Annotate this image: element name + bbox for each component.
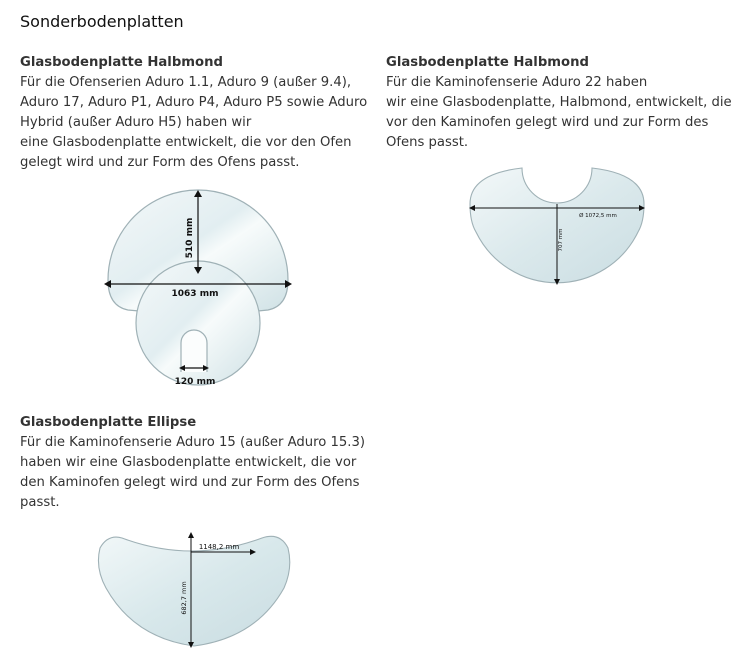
- dim-notch-label: 120 mm: [174, 377, 216, 387]
- section-text: Für die Kaminofenserie Aduro 22 haben wir eine Glasbodenplatte, Halbmond, entwickelt, die vor den Kaminofen gelegt wird und zur Form des Ofens passt.: [386, 75, 732, 150]
- dim-width-label: Ø 1072,5 mm: [579, 213, 617, 219]
- halbmond-22-drawing: [466, 160, 646, 290]
- ellipse-plate-drawing: [94, 528, 294, 652]
- section-text: Für die Ofenserien Aduro 1.1, Aduro 9 (außer 9.4), Aduro 17, Aduro P1, Aduro P4, Aduro P5 sowie Aduro Hybrid (außer Aduro H5) haben wir eine Glasbodenplatte entwickelt, die vor den Ofen gelegt wird und zur Form des Ofens passt.: [20, 75, 368, 170]
- dim-width-label: 1148,2 mm: [198, 543, 240, 551]
- dim-height-label: 707 mm: [558, 228, 564, 252]
- page-title: Sonderbodenplatten: [20, 12, 184, 31]
- section-text: Für die Kaminofenserie Aduro 15 (außer Aduro 15.3) haben wir eine Glasbodenplatte entwickelt, die vor den Kaminofen gelegt wird und zur Form des Ofens passt.: [20, 435, 366, 510]
- ellipse-glass-shape: [98, 536, 289, 646]
- dim-height-label: 682,7 mm: [180, 581, 188, 615]
- dim-height-label: 510 mm: [185, 217, 195, 259]
- halbmond-plate-drawing: [100, 188, 300, 388]
- section-ellipse: [20, 413, 380, 513]
- section-heading: Glasbodenplatte Halbmond: [20, 55, 223, 70]
- section-halbmond-2: [386, 53, 736, 153]
- dim-width-label: 1063 mm: [171, 289, 219, 299]
- section-halbmond-1: [20, 53, 380, 173]
- section-heading: Glasbodenplatte Halbmond: [386, 55, 589, 70]
- section-heading: Glasbodenplatte Ellipse: [20, 415, 197, 430]
